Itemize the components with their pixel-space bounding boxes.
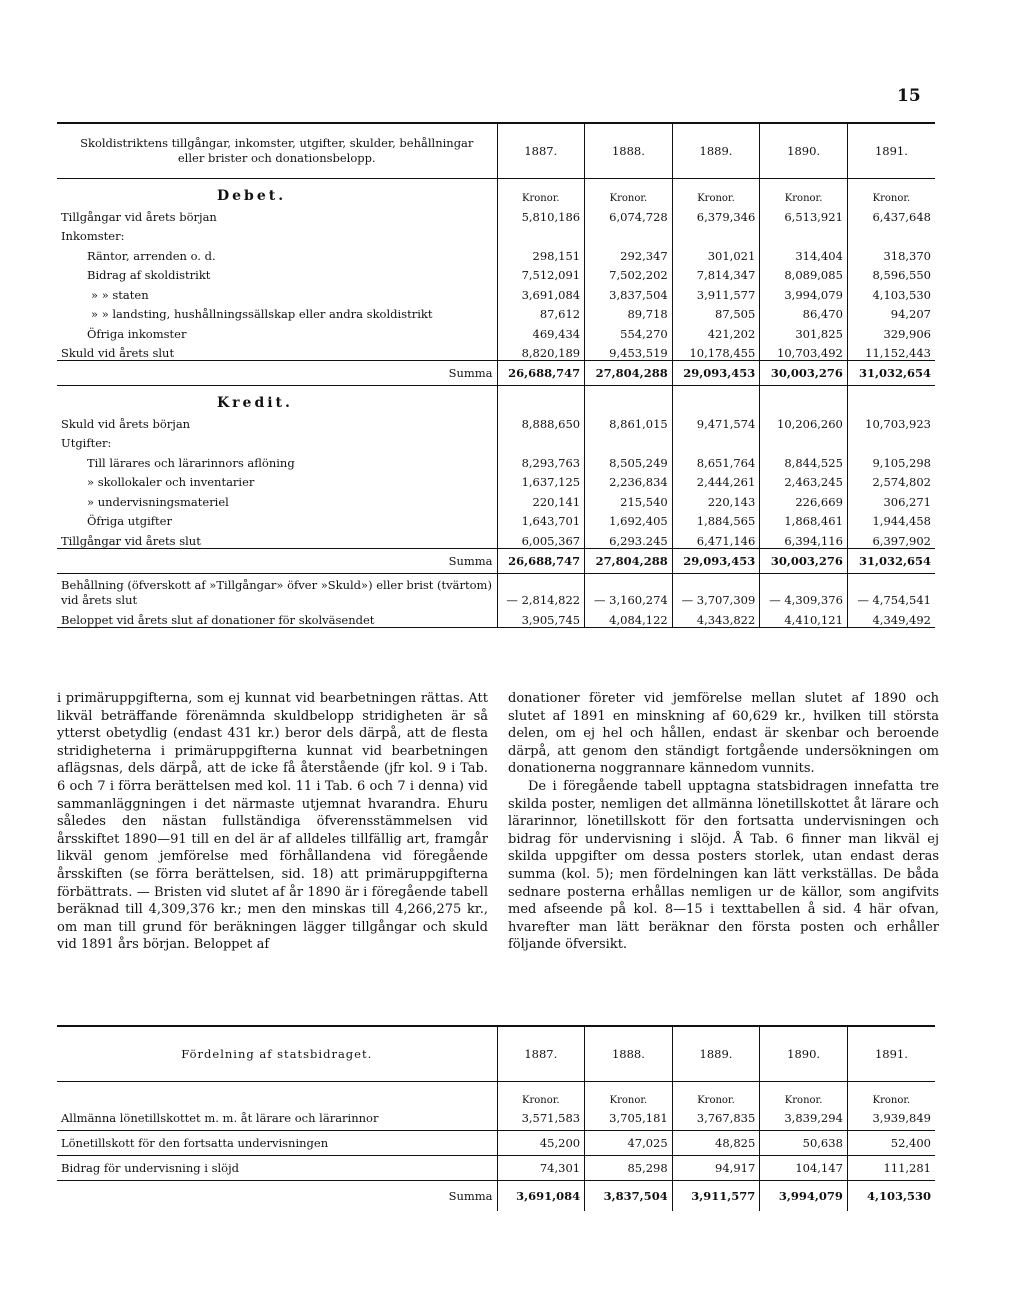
statsbidrag-table	[57, 1025, 935, 1211]
sum-label: Summa	[57, 548, 497, 573]
row-label: Till lärares och lärarinnors aflöning	[87, 455, 295, 470]
row-value: 5,810,186	[497, 204, 585, 224]
row-label: Skuld vid årets början	[61, 416, 191, 431]
row-value: 301,825	[760, 321, 848, 341]
sum-value: 31,032,654	[847, 548, 935, 573]
table-row	[57, 528, 935, 548]
row-value: 421,202	[672, 321, 760, 341]
year-header: 1891.	[847, 1026, 935, 1082]
row-value: 220,143	[672, 489, 760, 509]
sum-value: 3,994,079	[760, 1181, 848, 1212]
row-value: — 3,707,309	[672, 573, 760, 608]
paragraph: i primäruppgifterna, som ej kunnat vid bearbetningen rättas. Att likväl beträffande förenämnda skuldbelopp stridigheten är så ytterst obetydlig (endast 431 kr.) beror dels därpå, att de flesta stridigheterna i primäruppgifterna kunnat vid bearbetningen aflägsnas, dels därpå, att de icke få återstående (jfr kol. 9 i Tab. 6 och 7 i förra berättelsen med kol. 11 i Tab. 6 och 7 i denna) vid sammanläggningen i det närmaste utjemnat hvarandra. Ehuru således den nästan fullständiga öfverensstämmelsen vid årsskiftet 1890—91 till en del är af alldeles tillfällig art, framgår likväl genom jemförelse med förhållandena vid föregående årsskiften (se förra berättelsen, sid. 18) att primäruppgifterna förbättrats. — Bristen vid slutet af år 1890 är i föregående tabell beräknad till 4,309,376 kr.; men den minskas till 4,266,275 kr., om man till grund för beräkningen lägger tillgångar och skuld vid 1891 års början. Beloppet af	[57, 691, 488, 953]
row-value: 7,512,091	[497, 263, 585, 283]
row-value: 3,691,084	[497, 282, 585, 302]
row-label: Öfriga inkomster	[87, 326, 187, 341]
sum-value: 4,103,530	[847, 1181, 935, 1212]
row-value: 1,692,405	[585, 509, 673, 529]
row-value: — 3,160,274	[585, 573, 673, 608]
row-value: 94,207	[847, 302, 935, 322]
row-label: » skollokaler och inventarier	[87, 475, 255, 489]
row-value: 4,084,122	[585, 608, 673, 628]
table-header-row	[57, 123, 935, 179]
row-value: 111,281	[847, 1156, 935, 1181]
unit-label: Kronor.	[585, 1082, 673, 1107]
row-value: 10,206,260	[760, 411, 848, 431]
row-value: — 4,754,541	[847, 573, 935, 608]
row-value: 8,820,189	[497, 341, 585, 361]
sum-label: Summa	[57, 1181, 497, 1212]
row-value: 47,025	[585, 1131, 673, 1156]
row-value: 1,643,701	[497, 509, 585, 529]
row-value: 3,994,079	[760, 282, 848, 302]
row-value: 314,404	[760, 243, 848, 263]
row-value: 8,596,550	[847, 263, 935, 283]
table2-title: Fördelning af statsbidraget.	[57, 1026, 497, 1082]
row-value: 3,911,577	[672, 282, 760, 302]
table-row	[57, 450, 935, 470]
row-label: Lönetillskott för den fortsatta undervisningen	[57, 1131, 497, 1156]
row-value: 45,200	[497, 1131, 585, 1156]
text-column-right	[508, 690, 939, 954]
row-value: 329,906	[847, 321, 935, 341]
row-value: 3,905,745	[497, 608, 585, 628]
sum-label: Summa	[57, 361, 497, 386]
table2-header-row	[57, 1026, 935, 1082]
row-value: 10,703,492	[760, 341, 848, 361]
row-value: 6,471,146	[672, 528, 760, 548]
year-header: 1887.	[497, 123, 585, 179]
paragraph: De i föregående tabell upptagna statsbidragen innefatta tre skilda poster, nemligen det allmänna lönetillskottet åt lärare och lärarinnor, lönetillskott för den fortsatta undervisningen och bidrag för undervisning i slöjd. Å Tab. 6 finner man likväl ej skilda uppgifter om dessa posters storlek, utan endast deras summa (kol. 5); men fördelningen kan lätt verkställas. De båda sednare posterna erhållas nemligen ur de källor, som angifvits med afseende på kol. 8—15 i texttabellen å sid. 4 här ofvan, hvarefter man lätt beräknar den första posten och erhåller följande öfversikt.	[508, 778, 939, 953]
row-value: 554,270	[585, 321, 673, 341]
table-row	[57, 509, 935, 529]
sum-value: 3,691,084	[497, 1181, 585, 1212]
row-label: Bidrag af skoldistrikt	[87, 268, 211, 282]
row-value: 1,637,125	[497, 470, 585, 490]
row-value: 298,151	[497, 243, 585, 263]
row-value: 89,718	[585, 302, 673, 322]
row-value	[585, 224, 673, 244]
sum-value: 27,804,288	[585, 361, 673, 386]
debet-heading-row	[57, 179, 935, 205]
sum-row	[57, 548, 935, 573]
empty-cell	[57, 1082, 497, 1107]
empty-cell	[672, 386, 760, 412]
table-row	[57, 1156, 935, 1181]
row-value: 8,888,650	[497, 411, 585, 431]
sum-value: 30,003,276	[760, 361, 848, 386]
balance-label-line1: Behållning (öfverskott af »Tillgångar» öfver »Skuld») eller brist (tvärtom)	[61, 577, 492, 592]
row-value: 3,939,849	[847, 1106, 935, 1131]
row-value: 7,502,202	[585, 263, 673, 283]
row-value	[847, 431, 935, 451]
row-label: Beloppet vid årets slut af donationer för skolväsendet	[57, 608, 497, 628]
unit-label: Kronor.	[760, 179, 848, 205]
row-value: 8,293,763	[497, 450, 585, 470]
row-value: 7,814,347	[672, 263, 760, 283]
row-value: 4,103,530	[847, 282, 935, 302]
balance-label	[57, 573, 497, 608]
row-label: Inkomster:	[61, 229, 125, 243]
table-row	[57, 224, 935, 244]
row-value: 1,944,458	[847, 509, 935, 529]
unit-label: Kronor.	[847, 179, 935, 205]
row-value: 104,147	[760, 1156, 848, 1181]
debet-heading: Debet.	[217, 188, 287, 204]
empty-cell	[497, 386, 585, 412]
row-value	[585, 431, 673, 451]
row-value: 8,844,525	[760, 450, 848, 470]
table-row	[57, 282, 935, 302]
unit-label: Kronor.	[672, 179, 760, 205]
table-row	[57, 489, 935, 509]
row-label: Skuld vid årets slut	[61, 346, 175, 360]
row-value: 87,612	[497, 302, 585, 322]
row-label: Allmänna lönetillskottet m. m. åt lärare och lärarinnor	[57, 1106, 497, 1131]
row-value: 2,463,245	[760, 470, 848, 490]
sum-value: 3,837,504	[585, 1181, 673, 1212]
row-value	[760, 431, 848, 451]
year-header: 1891.	[847, 123, 935, 179]
row-value: 6,397,902	[847, 528, 935, 548]
row-value: 2,444,261	[672, 470, 760, 490]
year-header: 1889.	[672, 123, 760, 179]
year-header: 1887.	[497, 1026, 585, 1082]
row-value: 8,089,085	[760, 263, 848, 283]
row-value: 6,005,367	[497, 528, 585, 548]
row-label: Öfriga utgifter	[87, 514, 172, 528]
table-row	[57, 243, 935, 263]
row-value: 4,349,492	[847, 608, 935, 628]
row-value	[672, 224, 760, 244]
table-row	[57, 204, 935, 224]
kredit-heading-row	[57, 386, 935, 412]
year-header: 1888.	[585, 123, 673, 179]
row-value: 52,400	[847, 1131, 935, 1156]
row-value: 318,370	[847, 243, 935, 263]
row-value: 74,301	[497, 1156, 585, 1181]
row-value: 87,505	[672, 302, 760, 322]
row-value: 1,884,565	[672, 509, 760, 529]
year-header: 1889.	[672, 1026, 760, 1082]
row-value: 6,513,921	[760, 204, 848, 224]
text-column-left	[57, 690, 488, 954]
balance-row	[57, 573, 935, 608]
row-value: 9,105,298	[847, 450, 935, 470]
table-row	[57, 302, 935, 322]
row-value: 469,434	[497, 321, 585, 341]
row-value: 301,021	[672, 243, 760, 263]
row-value: 50,638	[760, 1131, 848, 1156]
table-row	[57, 341, 935, 361]
row-value: 226,669	[760, 489, 848, 509]
table-row	[57, 1106, 935, 1131]
row-value: 2,236,834	[585, 470, 673, 490]
row-value	[847, 224, 935, 244]
table-row	[57, 411, 935, 431]
row-value: 94,917	[672, 1156, 760, 1181]
table-title: Skoldistriktens tillgångar, inkomster, utgifter, skulder, behållningar eller brister och donationsbelopp.	[57, 123, 497, 179]
sum-value: 29,093,453	[672, 548, 760, 573]
row-value: 1,868,461	[760, 509, 848, 529]
empty-cell	[760, 386, 848, 412]
table-row	[57, 263, 935, 283]
sum-value: 26,688,747	[497, 361, 585, 386]
row-value: 8,505,249	[585, 450, 673, 470]
row-value: 9,453,519	[585, 341, 673, 361]
row-value: 48,825	[672, 1131, 760, 1156]
row-value: 85,298	[585, 1156, 673, 1181]
row-value	[672, 431, 760, 451]
empty-cell	[585, 386, 673, 412]
row-value: 3,571,583	[497, 1106, 585, 1131]
row-value: — 4,309,376	[760, 573, 848, 608]
unit-label: Kronor.	[497, 1082, 585, 1107]
row-value: 3,705,181	[585, 1106, 673, 1131]
row-value	[497, 431, 585, 451]
table-row	[57, 321, 935, 341]
row-value: 4,410,121	[760, 608, 848, 628]
row-value: 306,271	[847, 489, 935, 509]
row-label: » » staten	[91, 287, 149, 302]
unit-label: Kronor.	[672, 1082, 760, 1107]
row-label: » » landsting, hushållningssällskap eller andra skoldistrikt	[91, 307, 433, 321]
sum-value: 31,032,654	[847, 361, 935, 386]
row-value: 10,703,923	[847, 411, 935, 431]
donation-row	[57, 608, 935, 628]
year-header: 1890.	[760, 1026, 848, 1082]
row-value: — 2,814,822	[497, 573, 585, 608]
unit-row	[57, 1082, 935, 1107]
row-value: 292,347	[585, 243, 673, 263]
row-value: 3,839,294	[760, 1106, 848, 1131]
row-label: » undervisningsmateriel	[87, 494, 229, 509]
sum-value: 30,003,276	[760, 548, 848, 573]
table-row	[57, 470, 935, 490]
row-value: 6,379,346	[672, 204, 760, 224]
row-label: Utgifter:	[61, 436, 112, 450]
row-value	[497, 224, 585, 244]
unit-label: Kronor.	[847, 1082, 935, 1107]
body-text	[57, 690, 937, 1010]
row-value: 9,471,574	[672, 411, 760, 431]
page-number: 15	[897, 86, 921, 106]
empty-cell	[847, 386, 935, 412]
row-value: 8,651,764	[672, 450, 760, 470]
row-label: Bidrag för undervisning i slöjd	[61, 1161, 240, 1175]
unit-label: Kronor.	[497, 179, 585, 205]
row-label: Tillgångar vid årets början	[61, 209, 217, 224]
sum-value: 3,911,577	[672, 1181, 760, 1212]
row-value: 6,293.245	[585, 528, 673, 548]
row-label: Räntor, arrenden o. d.	[87, 248, 216, 263]
row-value: 11,152,443	[847, 341, 935, 361]
row-value: 220,141	[497, 489, 585, 509]
year-header: 1888.	[585, 1026, 673, 1082]
sum-value: 27,804,288	[585, 548, 673, 573]
row-value: 86,470	[760, 302, 848, 322]
sum-row	[57, 361, 935, 386]
sum-row	[57, 1181, 935, 1212]
sum-value: 29,093,453	[672, 361, 760, 386]
paragraph: donationer företer vid jemförelse mellan slutet af 1890 och slutet af 1891 en minskning af 60,629 kr., hvilken till största delen, om ej hel och hållen, endast är skenbar och beroende därpå, att genom den ständigt fortgående undersökningen om donationerna noggrannare kännedom vunnits.	[508, 691, 939, 777]
year-header: 1890.	[760, 123, 848, 179]
table-row	[57, 431, 935, 451]
unit-label: Kronor.	[585, 179, 673, 205]
row-value	[760, 224, 848, 244]
table-row	[57, 1131, 935, 1156]
row-value: 215,540	[585, 489, 673, 509]
row-value: 6,437,648	[847, 204, 935, 224]
row-value: 3,837,504	[585, 282, 673, 302]
kredit-heading: Kredit.	[217, 395, 293, 411]
row-value: 4,343,822	[672, 608, 760, 628]
row-value: 8,861,015	[585, 411, 673, 431]
row-value: 2,574,802	[847, 470, 935, 490]
unit-label: Kronor.	[760, 1082, 848, 1107]
row-value: 6,074,728	[585, 204, 673, 224]
balance-label-line2: vid årets slut	[61, 592, 138, 607]
row-value: 6,394,116	[760, 528, 848, 548]
row-value: 10,178,455	[672, 341, 760, 361]
finance-table	[57, 123, 935, 628]
row-value: 3,767,835	[672, 1106, 760, 1131]
row-label: Tillgångar vid årets slut	[61, 533, 201, 548]
sum-value: 26,688,747	[497, 548, 585, 573]
